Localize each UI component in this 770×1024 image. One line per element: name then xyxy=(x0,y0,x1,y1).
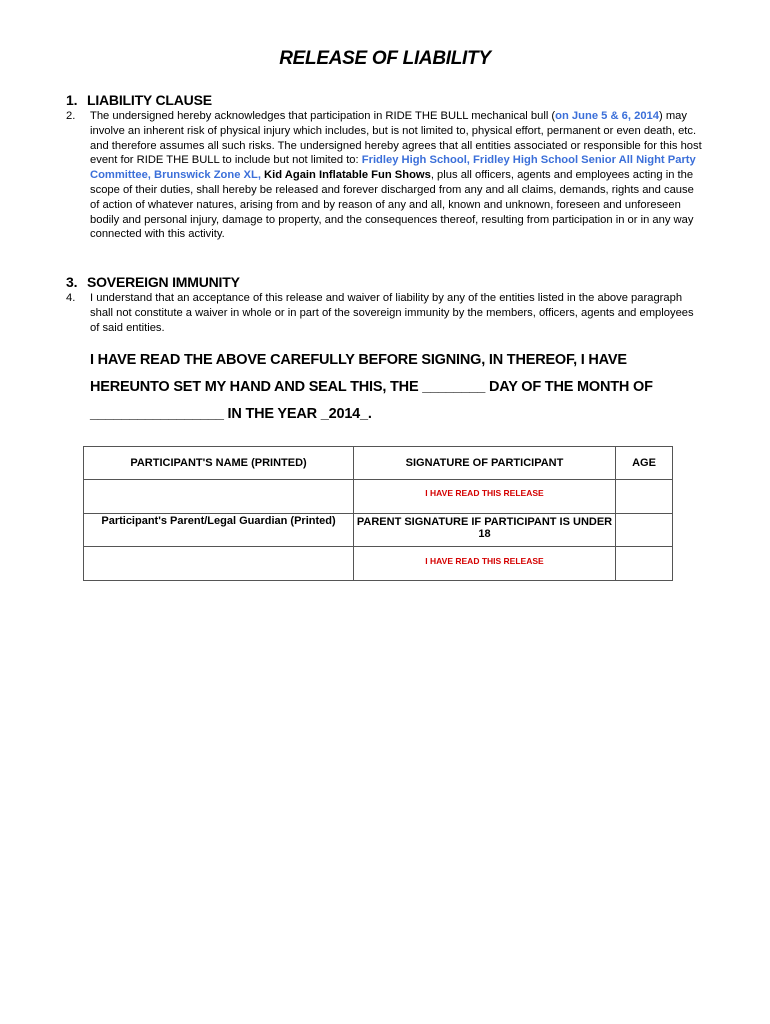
guardian-header-row xyxy=(84,514,673,547)
parent-signature-field[interactable] xyxy=(354,547,616,581)
entity-list: Fridley High School, Fridley High School Senior All Night Party Committee, Brunswick Zone XL, xyxy=(90,154,696,182)
section-heading-liability xyxy=(66,92,212,108)
declaration-statement xyxy=(90,347,730,428)
paragraph-text: ) may involve an inherent risk of physical injury which includes, but is not limited to, physical effort, permanent or even death, etc. and therefore assumes all such risks. The undersigned hereby agrees that all entities associated or responsible for this host event for RIDE THE BULL to include but not limited to: xyxy=(90,110,702,167)
signature-table xyxy=(83,446,673,581)
immunity-paragraph xyxy=(66,291,706,335)
age-field[interactable] xyxy=(616,480,673,514)
document-title: RELEASE OF LIABILITY xyxy=(279,48,491,69)
table-header-row xyxy=(84,447,673,480)
empty-cell xyxy=(616,514,673,547)
paragraph-number: 4. xyxy=(66,292,76,304)
guardian-name-label: Participant's Parent/Legal Guardian (Printed) xyxy=(84,514,354,547)
declaration-line: I HAVE READ THE ABOVE CAREFULLY BEFORE SIGNING, IN THEREOF, I HAVE xyxy=(90,352,627,368)
liability-paragraph xyxy=(66,109,706,242)
paragraph-text: , plus all officers, agents and employees acting in the scope of their duties, shall hereby be released and forever discharged from any and all claims, demands, rights and cause of action of whatever natures, arising from and by reason of any and all, known and unknown, foreseen and unforeseen bodily and personal injury, damage to property, and the consequences thereof, resulting from participation in or in any way connected with this activity. xyxy=(90,169,694,241)
participant-name-header: PARTICIPANT'S NAME (PRINTED) xyxy=(84,447,354,480)
participant-signature-field[interactable] xyxy=(354,480,616,514)
participant-name-field[interactable] xyxy=(84,480,354,514)
empty-cell xyxy=(616,547,673,581)
read-release-notice: I HAVE READ THIS RELEASE xyxy=(425,556,544,566)
paragraph-number: 2. xyxy=(66,110,76,122)
declaration-line: HEREUNTO SET MY HAND AND SEAL THIS, THE ________ DAY OF THE MONTH OF xyxy=(90,379,653,395)
guardian-name-field[interactable] xyxy=(84,547,354,581)
section-title: SOVEREIGN IMMUNITY xyxy=(86,274,240,290)
event-dates: on June 5 & 6, 2014 xyxy=(555,110,659,122)
declaration-line: _________________ IN THE YEAR _2014_. xyxy=(90,406,372,422)
paragraph-text: The undersigned hereby acknowledges that participation in RIDE THE BULL mechanical bull ( xyxy=(90,110,556,122)
signature-header: SIGNATURE OF PARTICIPANT xyxy=(354,447,616,480)
section-number: 1. xyxy=(66,92,78,108)
guardian-row xyxy=(84,547,673,581)
section-number: 3. xyxy=(66,274,78,290)
section-heading-immunity xyxy=(66,274,240,290)
participant-row xyxy=(84,480,673,514)
parent-signature-label: PARENT SIGNATURE IF PARTICIPANT IS UNDER 18 xyxy=(354,514,616,547)
age-header: AGE xyxy=(616,447,673,480)
section-title: LIABILITY CLAUSE xyxy=(86,92,212,108)
paragraph-text: I understand that an acceptance of this release and waiver of liability by any of the entities listed in the above paragraph shall not constitute a waiver in whole or in part of the sovereign immunity by the members, officers, agents and employees of said entities. xyxy=(90,292,694,334)
read-release-notice: I HAVE READ THIS RELEASE xyxy=(425,488,544,498)
entity-name: Kid Again Inflatable Fun Shows xyxy=(260,169,431,182)
